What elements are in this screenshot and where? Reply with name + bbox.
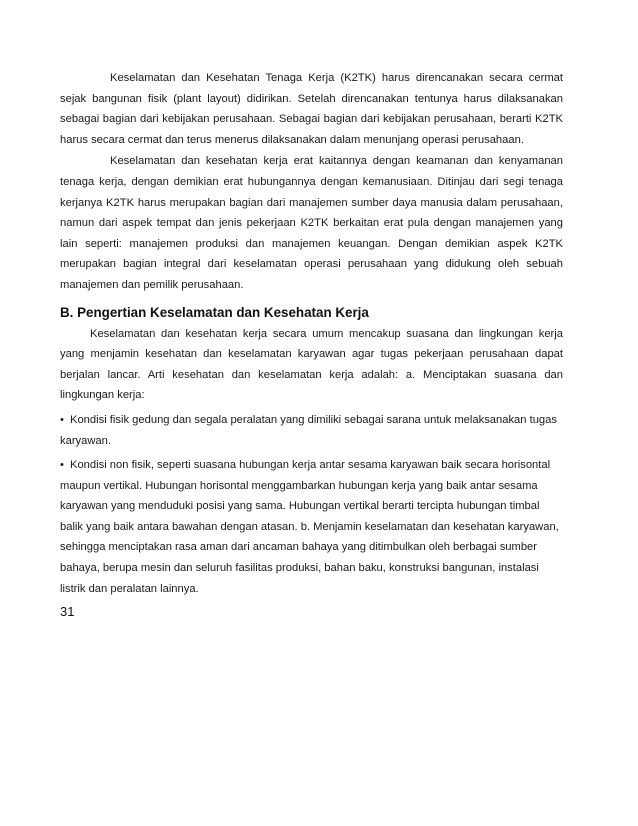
- bullet-text: Kondisi fisik gedung dan segala peralatan yang dimiliki sebagai sarana untuk melaksanakan tugas karyawan.: [60, 413, 557, 447]
- page-number: 31: [60, 604, 75, 620]
- bullet-text: Kondisi non fisik, seperti suasana hubungan kerja antar sesama karyawan baik secara horisontal maupun vertikal. Hubungan horisontal menggambarkan hubungan kerja yang baik antar sesama karyawan yang menduduki posisi yang sama. Hubungan vertikal berarti tercipta hubungan timbal balik yang baik antara bawahan dengan atasan. b. Menjamin keselamatan dan kesehatan karyawan, sehingga menciptakan rasa aman dari ancaman bahaya yang ditimbulkan oleh berbagai sumber bahaya, berupa mesin dan seluruh fasilitas produksi, bahan baku, konstruksi bangunan, instalasi listrik dan peralatan lainnya.: [60, 459, 559, 595]
- bullet-icon: •: [60, 459, 64, 472]
- bullet-item-non-physical: [60, 455, 563, 599]
- intro-paragraph-k2tk-planning: Keselamatan dan Kesehatan Tenaga Kerja (K2TK) harus direncanakan secara cermat sejak bangunan fisik (plant layout) didirikan. Setelah direncanakan tentunya harus dilaksanakan sebagai bagian dari kebijakan perusahaan. Sebagai bagian dari kebijakan perusahaan, berarti K2TK harus secara cermat dan terus menerus dilaksanakan dalam menunjang operasi perusahaan.: [60, 72, 563, 146]
- section-heading: B. Pengertian Keselamatan dan Kesehatan Kerja: [60, 304, 369, 320]
- section-paragraph: Keselamatan dan kesehatan kerja secara umum mencakup suasana dan lingkungan kerja yang menjamin kesehatan dan keselamatan karyawan agar tugas pekerjaan perusahaan dapat berjalan lancar. Arti kesehatan dan keselamatan kerja adalah: a. Menciptakan suasana dan lingkungan kerja:: [60, 327, 563, 402]
- intro-paragraph-k2tk-management: Keselamatan dan kesehatan kerja erat kaitannya dengan keamanan dan kenyamanan tenaga kerja, dengan demikian erat hubungannya dengan kemanusiaan. Ditinjau dari segi tenaga kerjanya K2TK harus merupakan bagian dari manajemen sumber daya manusia dalam perusahaan, namun dari aspek tempat dan jenis pekerjaan K2TK berkaitan erat pula dengan manajemen yang lain seperti: manajemen produksi dan manajemen keuangan. Dengan demikian aspek K2TK merupakan bagian integral dari keselamatan operasi perusahaan yang didukung oleh sebuah manajemen dan pemilik perusahaan.: [60, 155, 563, 291]
- bullet-icon: •: [60, 413, 64, 426]
- document-page: [60, 68, 563, 621]
- bullet-item-physical: [60, 410, 563, 451]
